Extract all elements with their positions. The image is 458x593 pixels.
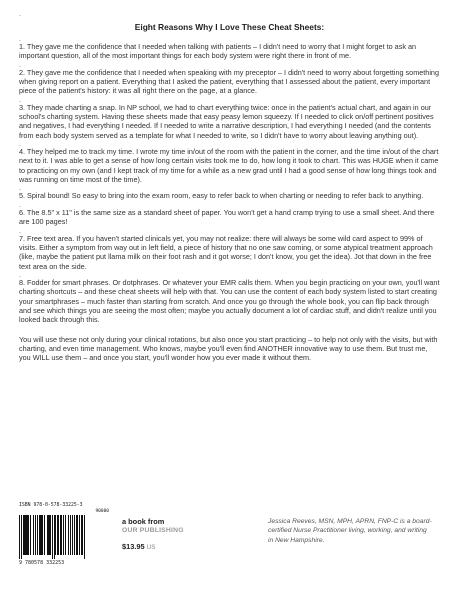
price-value: $13.95	[122, 542, 145, 551]
spacer-dot: .	[19, 225, 21, 235]
price-currency: US	[146, 544, 156, 551]
reason-2: 2. They gave me the confidence that I needed when speaking with my preceptor – I didn't need to worry about forgetting something when giving report on a patient. Everything that I asked the patient, everything that I assessed about the patient, every important piece of the patient's history: it was all right there on the page, at a glance.	[19, 67, 439, 96]
spacer-dot: .	[19, 94, 21, 104]
closing-paragraph: You will use these not only during your clinical rotations, but also once you start practicing – to help not only with the visits, but with charting, and even time management. Who knows, maybe you'll even find ANOTHER innovative way to use them. But trust me, you WILL use them – and once you start, you'll wonder how you ever made it without them.	[19, 334, 438, 363]
barcode-digits: 9 780578 332253	[19, 560, 65, 566]
cover-footer	[19, 503, 439, 585]
reason-7: 7. Free text area. If you haven't started clinicals yet, you may not realize: there will always be some wild card aspect to 99% of visits. Either a symptom from way out in left field, a piece of history that no one saw coming, or some atypical treatment approach (like, maybe the patient put llama milk on their foot rash and it got worse; I don't know, you get the idea). Jot that down in the free text area on the side.	[19, 233, 433, 271]
barcode-price-code: 90000	[95, 509, 109, 514]
publisher-name: OUR PUBLISHING	[122, 527, 184, 534]
author-bio: Jessica Reeves, MSN, MPH, APRN, FNP-C is a board-certified Nurse Practitioner living, working, and writing in New Hampshire.	[268, 518, 432, 544]
reason-8: 8. Fodder for smart phrases. Or dotphrases. Or whatever your EMR calls them. When you begin practicing on your own, you'll want charting shortcuts – and these cheat sheets will help with that. You can use the content of each body system listed to start creating your smartphrases – much faster than starting from scratch. And once you go through the whole book, you can flip back through and see which things you are seeing the most often; maybe you actually document a lot of cardiac stuff, and didn't realize until you looked back through this.	[19, 277, 440, 325]
barcode-bars	[19, 515, 109, 559]
reason-3: 3. They made charting a snap. In NP school, we had to chart everything twice: once in the patient's actual chart, and again in our school's charting system. Having these sheets made that easy peasy lemon squeezy. If I needed to click on/off pertinent positives and negatives, I had everything I needed. If I needed to write a narrative description, I had everything I needed (and the contents from each body system served as a template for what I needed to write, so I didn't have to worry about leaving anything out).	[19, 102, 434, 140]
spacer-dot: .	[19, 9, 21, 18]
barcode-space	[84, 515, 85, 555]
isbn-label: ISBN 978-0-578-33225-3	[19, 503, 83, 508]
spacer-dot: .	[19, 34, 21, 43]
reason-1: 1. They gave me the confidence that I needed when talking with patients – I didn't need to worry that I might forget to ask an important question, all of the most important things for each body system were right there in front of me.	[19, 42, 417, 61]
reason-4: 4. They helped me to track my time. I wrote my time in/out of the room with the patient in the corner, and the time in/out of the chart next to it. I was able to get a sense of how long certain visits took me to do, how long it took to chart. This was HUGE when it came to practicing on my own (and I kept track of my time for a while as a new grad until I had a good sense of how long things took and was running on time most of the time).	[19, 147, 439, 185]
spacer-dot: .	[19, 139, 21, 149]
spacer-dot: .	[19, 199, 21, 209]
spacer-dot: .	[19, 269, 21, 279]
reason-5: 5. Spiral bound! So easy to bring into the exam room, easy to refer back to when charting or needing to refer back to anything.	[19, 191, 424, 201]
price-tag	[122, 541, 242, 553]
book-from-label: a book from	[122, 517, 165, 526]
reason-6: 6. The 8.5" x 11" is the same size as a standard sheet of paper. You won't get a hand cramp trying to use a small sheet. And there are 100 pages!	[19, 207, 435, 227]
isbn-barcode	[19, 503, 109, 567]
spacer-dot: .	[19, 59, 21, 69]
page-title: Eight Reasons Why I Love These Cheat Sheets:	[134, 22, 325, 32]
spacer-dot: .	[19, 183, 21, 193]
publisher-block	[122, 517, 242, 553]
